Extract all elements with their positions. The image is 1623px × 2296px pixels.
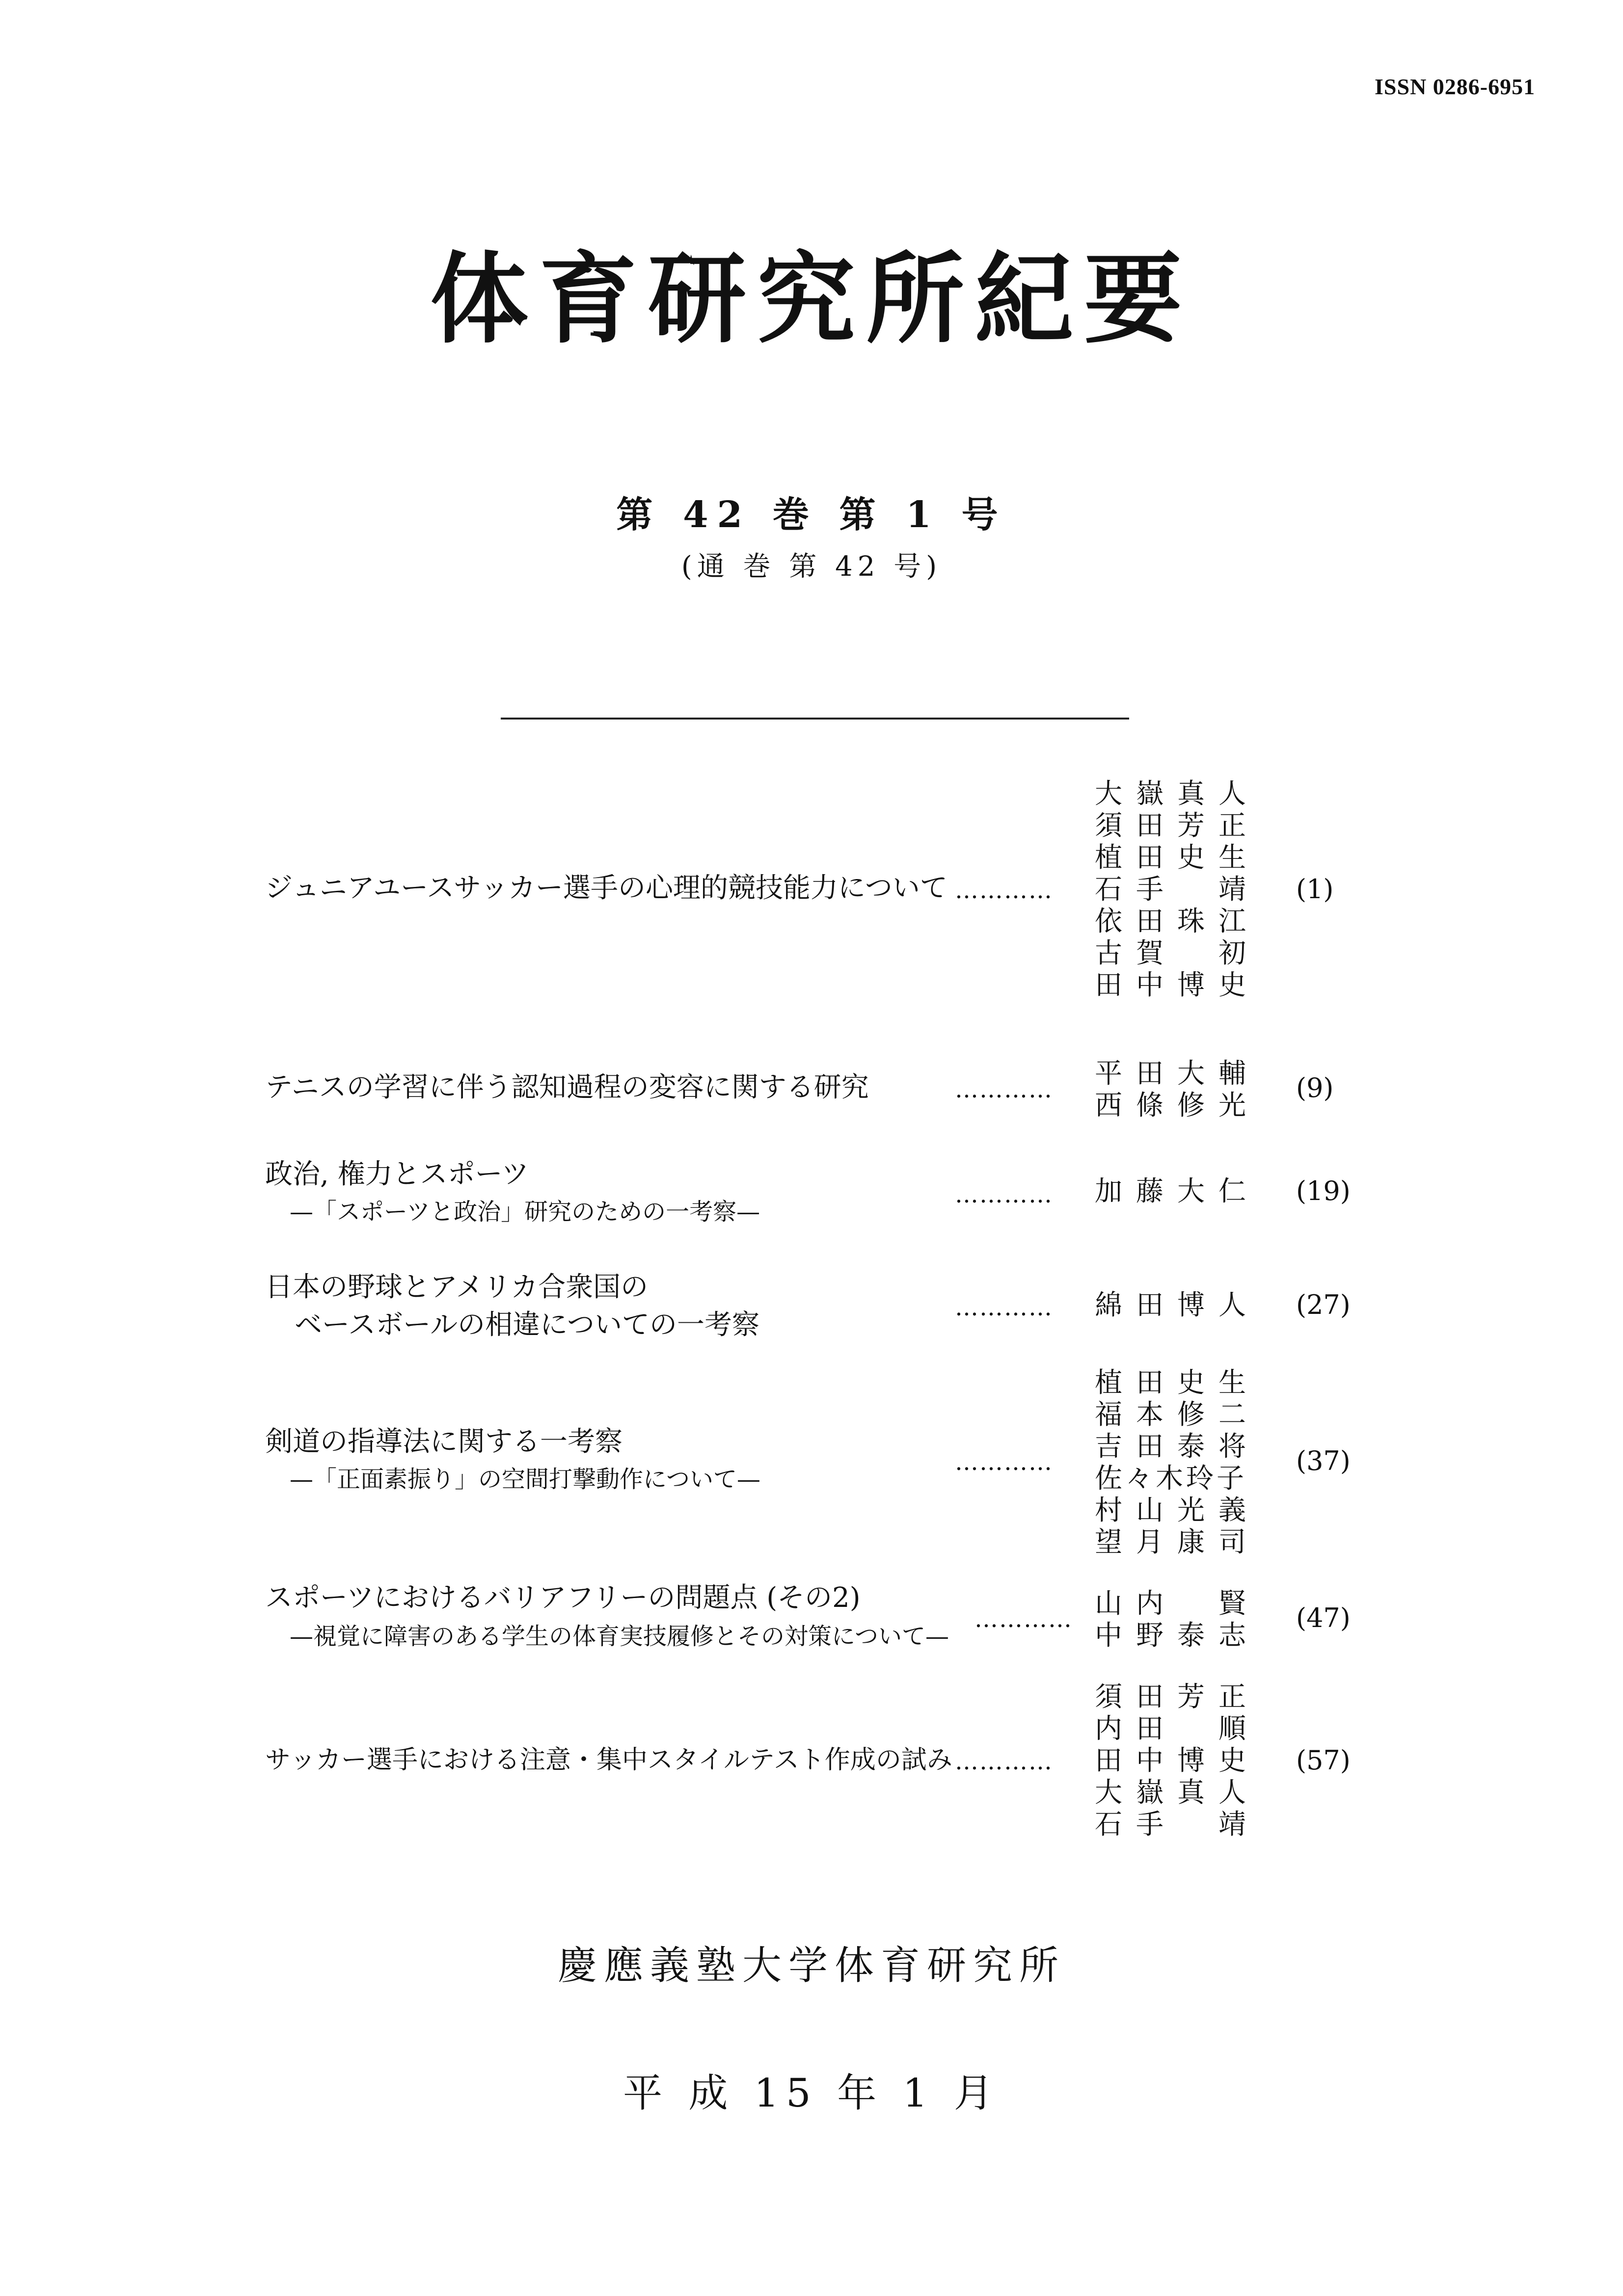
toc-page: (27) (1296, 1289, 1351, 1320)
toc-author: 植田史生 (1095, 1367, 1260, 1399)
toc-page: (9) (1296, 1072, 1334, 1103)
publisher-name: 慶應義塾大学体育研究所 (558, 1943, 1065, 1988)
toc-page: (47) (1296, 1602, 1351, 1633)
toc-author: 中野泰志 (1095, 1620, 1260, 1652)
toc-author: 須田芳正 (1095, 810, 1260, 842)
toc-leader: ………… (955, 1181, 1053, 1208)
volume-number: 第 42 巻 第 1 号 (616, 494, 1007, 536)
journal-title: 体育研究所紀要 (430, 241, 1193, 357)
toc-author: 西條修光 (1095, 1090, 1260, 1121)
toc-author: 望月康司 (1095, 1526, 1260, 1558)
toc-title: テニスの学習に伴う認知過程の変容に関する研究 (265, 1071, 869, 1103)
toc-leader: ………… (955, 877, 1053, 904)
divider (501, 718, 1129, 720)
toc-author: 平田大輔 (1095, 1058, 1260, 1090)
toc-author: 田中博史 (1095, 969, 1260, 1001)
toc-author: 佐々木玲子 (1095, 1463, 1247, 1495)
toc-author: 依田珠江 (1095, 906, 1260, 937)
toc-author: 吉田泰将 (1095, 1431, 1260, 1463)
toc-title: 剣道の指導法に関する一考察 (265, 1426, 622, 1458)
toc-leader: ………… (955, 1294, 1053, 1321)
issn-number: ISSN 0286-6951 (1375, 74, 1536, 99)
toc-author: 綿田博人 (1095, 1289, 1260, 1321)
toc-subtitle: —「スポーツと政治」研究のための一考察— (290, 1198, 760, 1226)
toc-author: 村山光義 (1095, 1495, 1260, 1526)
toc-subtitle: ベースボールの相違についての一考察 (295, 1309, 759, 1341)
toc-author: 須田芳正 (1095, 1681, 1260, 1713)
toc-subtitle: —「正面素振り」の空間打撃動作について— (290, 1466, 761, 1493)
toc-author: 石手 靖 (1095, 1809, 1260, 1841)
toc-author: 内田 順 (1095, 1713, 1260, 1745)
toc-page: (1) (1296, 874, 1334, 905)
toc-page: (37) (1296, 1445, 1351, 1476)
publication-date: 平 成 15 年 1 月 (623, 2070, 1000, 2116)
toc-leader: ………… (955, 1748, 1053, 1775)
toc-title: スポーツにおけるバリアフリーの問題点 (その2) (265, 1582, 861, 1614)
toc-subtitle: —視覚に障害のある学生の体育実技履修とその対策について— (290, 1623, 949, 1650)
toc-page: (19) (1296, 1175, 1351, 1206)
toc-author: 大嶽真人 (1095, 778, 1260, 810)
toc-author: 植田史生 (1095, 842, 1260, 874)
toc-leader: ………… (955, 1076, 1053, 1103)
toc-author: 福本修二 (1095, 1399, 1260, 1431)
toc-title: 政治, 権力とスポーツ (265, 1158, 529, 1190)
toc-author: 田中博史 (1095, 1745, 1260, 1777)
toc-author: 加藤大仁 (1095, 1175, 1260, 1207)
toc-author: 山内 賢 (1095, 1588, 1260, 1620)
toc-author: 石手 靖 (1095, 874, 1260, 906)
toc-title: サッカー選手における注意・集中スタイルテスト作成の試み (265, 1745, 952, 1775)
toc-leader: ………… (955, 1448, 1053, 1476)
cumulative-number: (通 巻 第 42 号) (681, 551, 942, 583)
toc-author: 大嶽真人 (1095, 1777, 1260, 1809)
toc-title: 日本の野球とアメリカ合衆国の (265, 1271, 649, 1303)
toc-page: (57) (1296, 1745, 1351, 1776)
toc-author: 古賀 初 (1095, 937, 1260, 969)
toc-leader: ………… (974, 1605, 1073, 1633)
toc-title: ジュニアユースサッカー選手の心理的競技能力について (265, 872, 947, 904)
